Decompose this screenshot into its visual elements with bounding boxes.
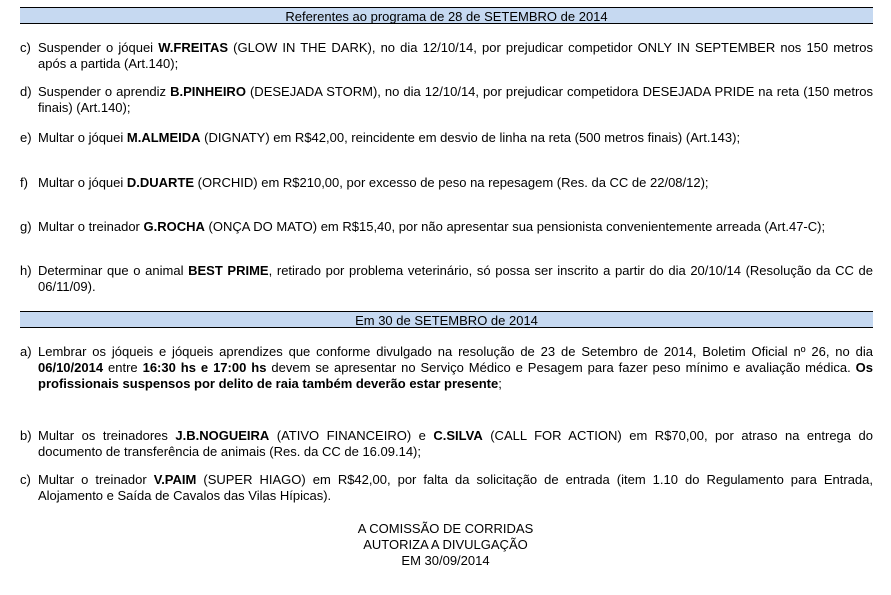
bold-text: J.B.NOGUEIRA — [175, 428, 270, 443]
text-run: ; — [498, 376, 502, 391]
text-run: Multar os treinadores — [38, 428, 176, 443]
text-run: Multar o jóquei — [38, 175, 127, 190]
item-text — [38, 344, 873, 392]
text-run: devem se apresentar no Serviço Médico e Pesagem para fazer peso mínimo e avaliação médica. — [266, 360, 856, 375]
bold-text: Os profissionais suspensos por delito de raia também deverão estar presente — [38, 360, 873, 391]
section-header-30-setembro: Em 30 de SETEMBRO de 2014 — [20, 311, 873, 328]
bold-text: BEST PRIME — [188, 263, 269, 278]
item-label: d) — [20, 84, 32, 99]
item-label: b) — [20, 428, 32, 443]
item-label: c) — [20, 472, 31, 487]
bold-text: D.DUARTE — [126, 175, 195, 190]
text-run: (SUPER HIAGO) em R$42,00, por falta da solicitação de entrada (item 1.10 do Regulamento para Entrada, Alojamento e Saída de Cavalos das Vilas Hípicas). — [38, 472, 873, 503]
item-text — [38, 175, 873, 191]
item-label: e) — [20, 130, 32, 145]
list-item — [20, 472, 873, 504]
text-run: (DESEJADA STORM), no dia 12/10/14, por prejudicar competidora DESEJADA PRIDE na reta (150 metros finais) (Art.140); — [38, 84, 874, 115]
list-item — [20, 263, 873, 295]
text-run: Multar o treinador — [38, 219, 144, 234]
signature-line-2: AUTORIZA A DIVULGAÇÃO — [363, 537, 528, 552]
text-run: (GLOW IN THE DARK), no dia 12/10/14, por prejudicar competidor ONLY IN SEPTEMBER nos 150 metros após a partida (Art.140); — [38, 40, 873, 71]
text-run: entre — [103, 360, 143, 375]
item-label: c) — [20, 40, 31, 55]
item-text — [38, 428, 873, 460]
section-header-28-setembro: Referentes ao programa de 28 de SETEMBRO de 2014 — [20, 7, 873, 24]
bold-text: C.SILVA — [433, 428, 483, 443]
item-text — [38, 84, 873, 116]
list-item — [20, 84, 873, 116]
text-run: Suspender o jóquei — [38, 40, 159, 55]
list-item — [20, 175, 873, 191]
list-item — [20, 219, 873, 235]
item-text — [38, 219, 873, 235]
item-text — [38, 472, 873, 504]
item-text — [38, 130, 873, 146]
text-run: (ATIVO FINANCEIRO) e — [269, 428, 434, 443]
bold-text: W.FREITAS — [158, 40, 229, 55]
item-text — [38, 263, 873, 295]
text-run: , retirado por problema veterinário, só possa ser inscrito a partir do dia 20/10/14 (Resolução da CC de 06/11/09). — [38, 263, 873, 294]
item-text — [38, 40, 873, 72]
signature-line-3: EM 30/09/2014 — [401, 553, 490, 568]
item-label: a) — [20, 344, 32, 359]
list-item — [20, 40, 873, 72]
text-run: Multar o jóquei — [38, 130, 127, 145]
list-item — [20, 344, 873, 392]
bold-text: 16:30 hs e 17:00 hs — [142, 360, 267, 375]
text-run: Determinar que o animal — [38, 263, 189, 278]
text-run: Suspender o aprendiz — [38, 84, 171, 99]
text-run: (DIGNATY) em R$42,00, reincidente em desvio de linha na reta (500 metros finais) (Art.143); — [200, 130, 741, 145]
signature-line-1: A COMISSÃO DE CORRIDAS — [357, 521, 534, 536]
item-label: h) — [20, 263, 32, 278]
bold-text: B.PINHEIRO — [170, 84, 246, 99]
list-item — [20, 130, 873, 146]
item-label: g) — [20, 219, 32, 234]
text-run: (ORCHID) em R$210,00, por excesso de peso na repesagem (Res. da CC de 22/08/12); — [194, 175, 709, 190]
list-item — [20, 428, 873, 460]
bold-text: 06/10/2014 — [38, 360, 104, 375]
bold-text: M.ALMEIDA — [126, 130, 201, 145]
text-run: Multar o treinador — [38, 472, 154, 487]
text-run: Lembrar os jóqueis e jóqueis aprendizes que conforme divulgado na resolução de 23 de Setembro de 2014, Boletim Oficial nº 26, no dia — [38, 344, 873, 359]
bold-text: V.PAIM — [153, 472, 197, 487]
bold-text: G.ROCHA — [143, 219, 205, 234]
text-run: (CALL FOR ACTION) em R$70,00, por atraso na entrega do documento de transferência de animais (Res. da CC de 16.09.14); — [38, 428, 873, 459]
item-label: f) — [20, 175, 28, 190]
text-run: (ONÇA DO MATO) em R$15,40, por não apresentar sua pensionista convenientemente arreada (Art.47-C); — [204, 219, 826, 234]
